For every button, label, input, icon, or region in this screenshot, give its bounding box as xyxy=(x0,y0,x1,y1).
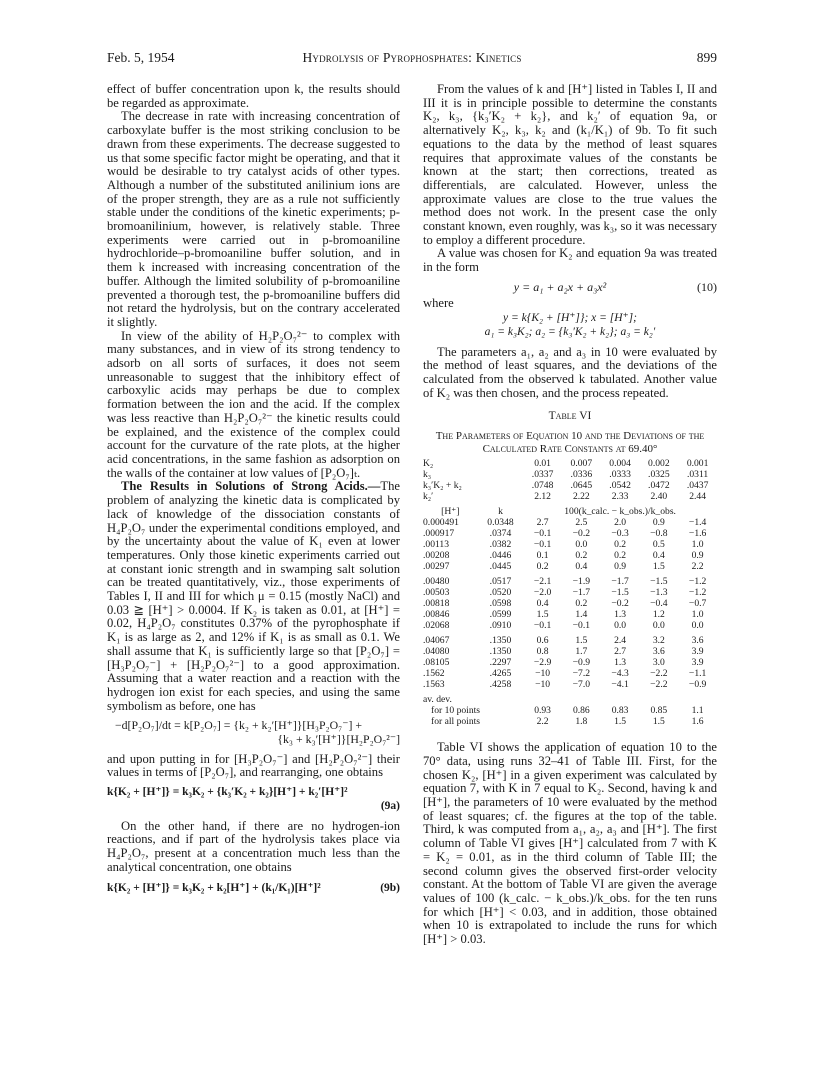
table-cell: 2.5 xyxy=(575,517,588,529)
definition-line: a₁ = k₃K₂; a₂ = {k₃′K₂ + k₂}; a₃ = k₂′ xyxy=(484,325,656,338)
table-row xyxy=(423,705,717,716)
paragraph: On the other hand, if there are no hydrogen-ion reactions, and if part of the hydrolysis takes place via H₄P₂O₇, present at a concentration much less than the analytical concentration, one obtains xyxy=(107,818,400,874)
table-cell: −1.6 xyxy=(688,528,707,540)
table-cell: −2.0 xyxy=(533,587,552,599)
table-cell: [H⁺] xyxy=(441,506,460,518)
table-cell: 0.2 xyxy=(614,539,627,551)
table-cell: 0.2 xyxy=(575,598,588,610)
paragraph: From the values of k and [H⁺] listed in Tables I, II and III it is in principle possible to determine the constants K₂, k₃, {k₃′K₂ + k₂}, and k₂′ of equation 9a, or alternatively K₂, k₃, k₂ and (k₁/K₁) of 9b. To fit such equations to the data by the method of least squares requires that approximate values of the constants be known at the start; then corrections, treated as differentials, are calculated. However, unless the approximate values are close to the true values the method does not work. In the present case the only constant known, even roughly, was k₃, so it was necessary to employ a different procedure. xyxy=(423,82,717,247)
table-cell: 3.6 xyxy=(691,635,704,647)
table-cell: 0.8 xyxy=(536,646,549,658)
table-cell: 2.12 xyxy=(534,491,551,503)
table-cell: .00113 xyxy=(423,539,450,551)
table-cell: 0.9 xyxy=(652,517,665,529)
table-cell: 1.2 xyxy=(652,609,665,621)
table-cell: k xyxy=(498,506,503,518)
table-cell: .08105 xyxy=(423,657,450,669)
table-cell: 0.83 xyxy=(611,705,629,717)
table-row xyxy=(423,598,717,609)
table-cell: 1.0 xyxy=(691,539,704,551)
running-header xyxy=(107,50,717,70)
table-cell: −10 xyxy=(535,668,551,680)
table-cell: .1350 xyxy=(489,635,512,647)
table-cell: −1.1 xyxy=(688,668,707,680)
table-cell: .0337 xyxy=(531,469,554,481)
table-row xyxy=(423,517,717,528)
table-cell: 1.5 xyxy=(652,716,665,728)
table-cell: −7.2 xyxy=(572,668,591,680)
table-cell: −4.1 xyxy=(611,679,629,691)
table-cell: .0542 xyxy=(609,480,631,492)
table-cell: 2.7 xyxy=(536,517,549,529)
table-cell: 0.9 xyxy=(691,550,704,562)
table-cell: −2.2 xyxy=(650,679,668,691)
table-cell: .0325 xyxy=(648,469,670,481)
table-cell: −0.2 xyxy=(611,598,629,610)
table-cell: .0382 xyxy=(489,539,512,551)
table-cell: −2.2 xyxy=(650,668,668,680)
equation-line: −d[P₂O₇]/dt = k[P₂O₇] = {k₂ + k₂′[H⁺]}[H₃P₂O₇⁻] + xyxy=(115,718,363,733)
table-cell: .0517 xyxy=(489,576,512,588)
table-row xyxy=(423,480,717,491)
data-table xyxy=(423,458,717,727)
table-cell: 1.5 xyxy=(652,561,665,573)
equation-label: (10) xyxy=(697,279,717,294)
table-cell: 0.1 xyxy=(536,550,549,562)
table-row xyxy=(423,646,717,657)
table-cell: .4258 xyxy=(489,679,512,691)
table-row xyxy=(423,620,717,631)
table-title: Table VI xyxy=(548,410,592,423)
table-cell: .1350 xyxy=(489,646,512,658)
equation-text: k{K₂ + [H⁺]} = k₃K₂ + k₂[H⁺] + (k₁/K₁)[H⁺]² xyxy=(107,882,321,895)
table-cell: 3.9 xyxy=(691,646,704,658)
table-cell: .00818 xyxy=(423,598,450,610)
table-row xyxy=(423,690,717,705)
table-cell: 1.8 xyxy=(575,716,588,728)
table-cell: 1.6 xyxy=(691,716,704,728)
table-row xyxy=(423,491,717,502)
paragraph: The parameters a₁, a₂ and a₃ in 10 were evaluated by the method of least squares, and the deviations of the calculated from the observed k tabulated. Another value of K₂ was then chosen, and the process repeated. xyxy=(423,344,717,400)
table-row xyxy=(423,561,717,572)
table-cell: −4.3 xyxy=(611,668,629,680)
table-cell: .0520 xyxy=(489,587,512,599)
paragraph: The decrease in rate with increasing concentration of carboxylate buffer is the most striking conclusion to be drawn from these experiments. The decrease suggested to us that some specific factor might be operating, and that it would be desirable to try catalyst acids of other types. Although a number of the substituted anilinium ions are of the proper strength, they are as a rule not sufficiently stable under the conditions of the kinetic experiments; p-bromoanilinium, however, is relatively stable. Three experiments were carried out in p-bromoaniline hydrochloride–p-bromoaniline buffer solution, and in them k increased with increasing concentration of the buffer. Although the limited solubility of p-bromoaniline prevented a thorough test, the p-bromoaniline buffers did not retard the hydrolysis, but on the contrary accelerated it slightly. xyxy=(107,109,400,329)
table-cell: 0.5 xyxy=(652,539,665,551)
table-cell: 0.002 xyxy=(648,458,670,470)
table-cell: .00297 xyxy=(423,561,450,573)
table-cell: .0645 xyxy=(570,480,593,492)
table-cell: .0446 xyxy=(489,550,512,562)
table-cell: 0.004 xyxy=(609,458,631,470)
table-cell: .00846 xyxy=(423,609,450,621)
table-cell: 0.85 xyxy=(650,705,668,717)
table-cell: 0.4 xyxy=(652,550,665,562)
table-cell: 0.86 xyxy=(572,705,590,717)
table-cell: .00208 xyxy=(423,550,450,562)
table-cell: 1.1 xyxy=(691,705,704,717)
equation-9b xyxy=(107,882,400,896)
table-cell: .0336 xyxy=(570,469,593,481)
table-cell: 100(k_calc. − k_obs.)/k_obs. xyxy=(564,506,676,518)
table-cell: −1.9 xyxy=(572,576,591,588)
table-cell: .000917 xyxy=(423,528,455,540)
table-cell: K₂ xyxy=(423,458,434,470)
table-cell: 0.0 xyxy=(575,539,588,551)
table-row xyxy=(423,528,717,539)
table-cell: −2.1 xyxy=(533,576,552,588)
table-cell: 0.01 xyxy=(534,458,551,470)
table-cell: k₃ xyxy=(423,469,432,481)
table-row xyxy=(423,679,717,690)
table-cell: 0.2 xyxy=(536,561,549,573)
table-cell: −0.1 xyxy=(533,539,552,551)
section-heading: The Results in Solutions of Strong Acids.— xyxy=(121,479,381,494)
table-cell: −1.2 xyxy=(688,587,707,599)
paragraph: and upon putting in for [H₃P₂O₇⁻] and [H₂P₂O₇²⁻] their values in terms of [P₂O₇], and rearranging, one obtains xyxy=(107,751,400,780)
table-cell: 0.0 xyxy=(652,620,665,632)
table-cell: .0445 xyxy=(489,561,512,573)
table-cell: 0.6 xyxy=(536,635,549,647)
table-cell: 2.44 xyxy=(689,491,706,503)
issue-date: Feb. 5, 1954 xyxy=(107,50,175,65)
table-cell: 0.9 xyxy=(614,561,627,573)
paragraph: In view of the ability of H₂P₂O₇²⁻ to complex with many substances, and in view of its strong tendency to adsorb on all sorts of surfaces, it does not seem unreasonable to suggest that the inhibitory effect of carboxylic acids may perhaps be due to complex formation between the ion and the acid. If the complex was less reactive than H₂P₂O₇²⁻ the kinetic results could be explained, and the existence of the complex could account for the curvature of the rate plots, at the higher acid concentrations, in the same fashion as adsorption on the walls of the container at low values of [P₂O₇]ₜ. xyxy=(107,328,400,480)
equation-text: k{K₂ + [H⁺]} = k₃K₂ + {k₃′K₂ + k₂}[H⁺] + k₂′[H⁺]² xyxy=(107,786,348,799)
page-number: 899 xyxy=(696,50,717,65)
table-cell: −10 xyxy=(535,679,551,691)
table-cell: 3.0 xyxy=(652,657,665,669)
table-cell: 0.000491 xyxy=(423,517,459,529)
equation-rate xyxy=(107,719,400,746)
equation-9a xyxy=(107,786,400,813)
table-cell: .4265 xyxy=(489,668,512,680)
table-row xyxy=(423,458,717,469)
equation-line: {k₃ + k₃′[H⁺]}[H₂P₂O₇²⁻] xyxy=(277,732,400,747)
table-cell: 0.4 xyxy=(536,598,549,610)
table-row xyxy=(423,716,717,727)
table-cell: .00480 xyxy=(423,576,450,588)
table-cell: 3.6 xyxy=(652,646,665,658)
table-cell: −0.9 xyxy=(572,657,591,669)
definitions xyxy=(423,312,717,339)
table-cell: 2.33 xyxy=(611,491,629,503)
table-cell: 0.4 xyxy=(575,561,588,573)
equation-10 xyxy=(423,281,717,295)
table-cell: 2.7 xyxy=(614,646,627,658)
table-cell: .02068 xyxy=(423,620,450,632)
table-row xyxy=(423,631,717,646)
table-cell: 3.2 xyxy=(652,635,665,647)
table-cell: .04067 xyxy=(423,635,450,647)
table-cell: .00503 xyxy=(423,587,450,599)
equation-text: y = a₁ + a₂x + a₃x² xyxy=(513,279,607,294)
equation-label: (9a) xyxy=(380,799,400,812)
table-cell: 0.007 xyxy=(570,458,593,470)
table-cell: 1.3 xyxy=(614,609,627,621)
table-cell: 2.2 xyxy=(536,716,549,728)
table-cell: 1.5 xyxy=(614,716,627,728)
table-cell: .1562 xyxy=(423,668,445,680)
table-cell: .0374 xyxy=(489,528,512,540)
table-cell: 0.0348 xyxy=(487,517,514,529)
table-cell: .1563 xyxy=(423,679,445,691)
table-cell: .0472 xyxy=(648,480,670,492)
running-title: Hydrolysis of Pyrophosphates: Kinetics xyxy=(302,50,522,65)
table-row xyxy=(423,668,717,679)
table-cell: 1.5 xyxy=(575,635,588,647)
table-cell: −1.5 xyxy=(611,587,629,599)
table-cell: .04080 xyxy=(423,646,450,658)
table-cell: for all points xyxy=(431,716,481,728)
table-cell: −1.2 xyxy=(688,576,707,588)
table-row xyxy=(423,572,717,587)
table-cell: .0311 xyxy=(686,469,709,481)
left-column xyxy=(107,83,400,904)
table-cell: −7.0 xyxy=(572,679,591,691)
table-cell: .0599 xyxy=(489,609,512,621)
table-cell: −1.4 xyxy=(688,517,707,529)
table-cell: −1.7 xyxy=(572,587,591,599)
table-cell: −1.7 xyxy=(611,576,629,588)
table-cell: −0.1 xyxy=(533,620,552,632)
equation-label: (9b) xyxy=(380,882,400,895)
table-cell: 1.7 xyxy=(575,646,588,658)
paragraph xyxy=(107,480,400,713)
table-cell: 0.2 xyxy=(575,550,588,562)
paragraph: where xyxy=(423,295,454,310)
table-row xyxy=(423,469,717,480)
table-cell: −0.8 xyxy=(650,528,668,540)
table-row xyxy=(423,609,717,620)
table-cell: 1.5 xyxy=(536,609,549,621)
table-cell: −0.4 xyxy=(650,598,668,610)
table-row xyxy=(423,587,717,598)
table-cell: .0910 xyxy=(489,620,512,632)
table-cell: 3.9 xyxy=(691,657,704,669)
definition-line: y = k{K₂ + [H⁺]}; x = [H⁺]; xyxy=(503,312,637,325)
table-cell: .0598 xyxy=(489,598,512,610)
paragraph: A value was chosen for K₂ and equation 9a was treated in the form xyxy=(423,246,717,275)
table-cell: .0748 xyxy=(531,480,554,492)
table-cell: 2.40 xyxy=(650,491,668,503)
table-cell: −1.5 xyxy=(650,576,668,588)
table-cell: 0.0 xyxy=(614,620,627,632)
table-row xyxy=(423,539,717,550)
table-cell: −0.9 xyxy=(688,679,707,691)
table-cell: 0.2 xyxy=(614,550,627,562)
table-cell: .0437 xyxy=(686,480,709,492)
table-cell: 2.2 xyxy=(691,561,704,573)
table-cell: 0.001 xyxy=(686,458,709,470)
table-row xyxy=(423,657,717,668)
table-cell: 1.3 xyxy=(614,657,627,669)
table-cell: −0.2 xyxy=(572,528,591,540)
right-column xyxy=(423,83,717,947)
table-cell: −1.3 xyxy=(650,587,668,599)
table-cell: 0.93 xyxy=(534,705,551,717)
table-row xyxy=(423,502,717,517)
table-cell: .2297 xyxy=(489,657,512,669)
table-cell: 2.0 xyxy=(614,517,627,529)
table-cell: 2.4 xyxy=(614,635,627,647)
paragraph: effect of buffer concentration upon k, the results should be regarded as approximate. xyxy=(107,82,400,110)
table-cell: −0.3 xyxy=(611,528,629,540)
paragraph: Table VI shows the application of equation 10 to the 70° data, using runs 32–41 of Table III. First, for the chosen K₂, [H⁺] in a given experiment was calculated by equation 7, with K in 7 equal to K₂. Second, having k and [H⁺], the parameters of 10 were evaluated by the method of least squares; cf. the figures at the top of the table. Third, k was computed from a₁, a₂, a₃ and [H⁺]. The first column of Table VI gives [H⁺] calculated from 7 with K = K₂ = 0.01, as in the third column of Table III; the second column gives the observed first-order velocity constant. At the bottom of Table VI are given the average values of 100 (k_calc. − k_obs.)/k_obs. for the ten runs for which [H⁺] < 0.03, and in addition, those obtained when 10 is extrapolated to include the runs for which [H⁺] > 0.03. xyxy=(423,740,717,947)
table-cell: 2.22 xyxy=(572,491,590,503)
table-cell: k₃′K₂ + k₂ xyxy=(423,480,462,492)
table-cell: k₂′ xyxy=(423,491,434,503)
table-cell: for 10 points xyxy=(431,705,481,717)
table-cell: −0.7 xyxy=(688,598,707,610)
section-text: The problem of analyzing the kinetic data is complicated by lack of knowledge of the dissociation constants of H₄P₂O₇ under the experimental conditions employed, and by the uncertainty about the value of K₁ even at lower temperatures. Only those kinetic experiments carried out at constant ionic strength and in swamping salt solution can be treated quantitatively, viz., those experiments of Tables I, II and III for which μ = 0.15 (mostly NaCl) and 0.03 ≧ [H⁺] > 0.0004. If K₂ is taken as 0.01, at [H⁺] = 0.02, H₄P₂O₇ constitutes 0.37% of the pyrophosphate if K₁ is as large as 2, and 12% if K₁ is as small as 0.1. We shall assume that K₁ is sufficiently large so that [P₂O₇] = [H₃P₂O₇⁻] + [H₂P₂O₇²⁻] to a good approximation. Assuming that a water reaction and a reaction with the hydrogen ion exist for each species, and using the same symbolism as before, one has xyxy=(107,479,400,713)
table-cell: .0333 xyxy=(609,469,631,481)
table-caption: The Parameters of Equation 10 and the Deviations of the Calculated Rate Constants at 69.40° xyxy=(435,430,705,455)
table-cell: −0.1 xyxy=(572,620,591,632)
table-cell: −2.9 xyxy=(533,657,552,669)
table-cell: av. dev. xyxy=(423,694,452,706)
table-cell: 1.0 xyxy=(691,609,704,621)
table-cell: 0.0 xyxy=(691,620,704,632)
table-cell: −0.1 xyxy=(533,528,552,540)
table-row xyxy=(423,550,717,561)
table-cell: 1.4 xyxy=(575,609,588,621)
